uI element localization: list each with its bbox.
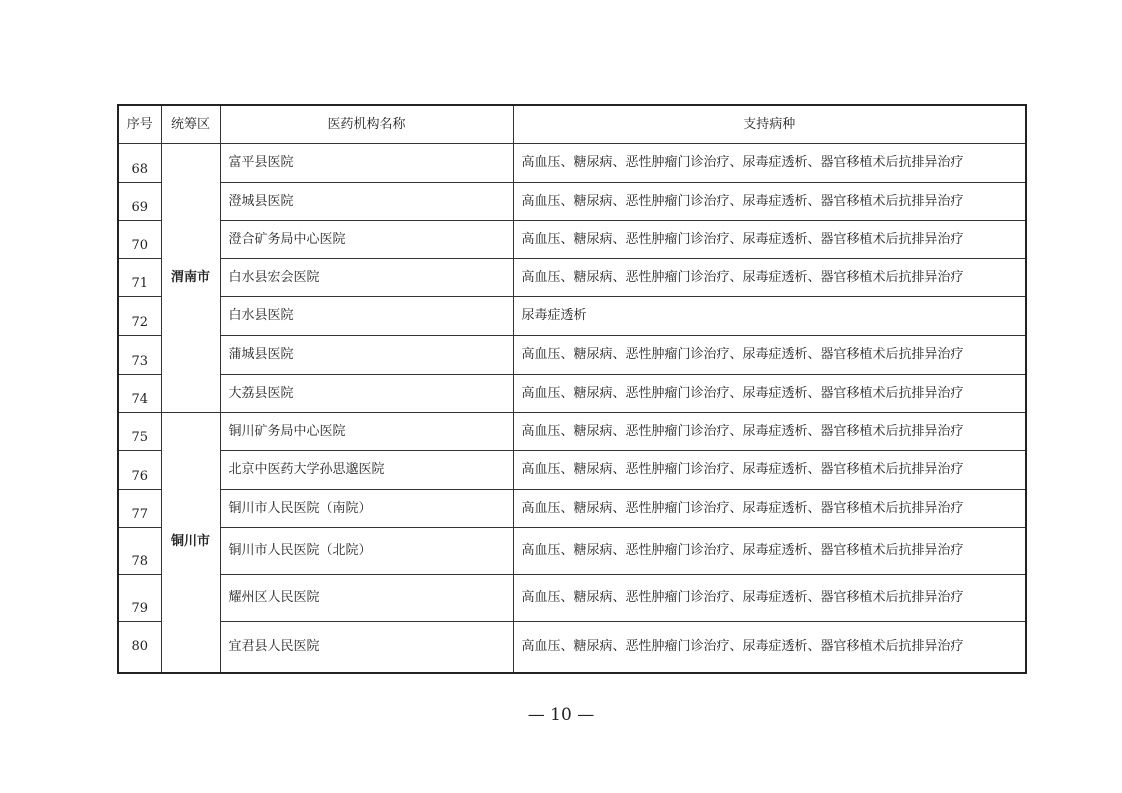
disease-list: 高血压、糖尿病、恶性肿瘤门诊治疗、尿毒症透析、器官移植术后抗排异治疗 — [513, 490, 1026, 528]
table-row — [118, 336, 1026, 375]
disease-list: 高血压、糖尿病、恶性肿瘤门诊治疗、尿毒症透析、器官移植术后抗排异治疗 — [513, 413, 1026, 451]
institution-name: 铜川市人民医院（北院） — [220, 528, 513, 575]
row-seq: 72 — [118, 297, 161, 336]
table-row — [118, 622, 1026, 673]
page-number: — 10 — — [527, 705, 595, 725]
disease-list: 高血压、糖尿病、恶性肿瘤门诊治疗、尿毒症透析、器官移植术后抗排异治疗 — [513, 575, 1026, 622]
institution-name: 富平县医院 — [220, 144, 513, 183]
row-seq: 68 — [118, 144, 161, 183]
header-institution: 医药机构名称 — [220, 105, 513, 144]
table-row — [118, 528, 1026, 575]
table-row — [118, 490, 1026, 528]
institution-name: 宜君县人民医院 — [220, 622, 513, 673]
disease-list: 高血压、糖尿病、恶性肿瘤门诊治疗、尿毒症透析、器官移植术后抗排异治疗 — [513, 144, 1026, 183]
disease-list: 高血压、糖尿病、恶性肿瘤门诊治疗、尿毒症透析、器官移植术后抗排异治疗 — [513, 375, 1026, 413]
table-row — [118, 221, 1026, 259]
institution-name: 耀州区人民医院 — [220, 575, 513, 622]
table-row — [118, 183, 1026, 221]
table-row — [118, 144, 1026, 183]
institution-name: 大荔县医院 — [220, 375, 513, 413]
table-row — [118, 259, 1026, 297]
row-seq: 69 — [118, 183, 161, 221]
disease-list: 尿毒症透析 — [513, 297, 1026, 336]
table-row — [118, 575, 1026, 622]
row-seq: 71 — [118, 259, 161, 297]
institution-name: 澄城县医院 — [220, 183, 513, 221]
row-seq: 79 — [118, 575, 161, 622]
header-diseases: 支持病种 — [513, 105, 1026, 144]
region-cell: 铜川市 — [161, 413, 220, 673]
table-row — [118, 297, 1026, 336]
institution-name: 白水县宏会医院 — [220, 259, 513, 297]
table-row — [118, 451, 1026, 490]
row-seq: 74 — [118, 375, 161, 413]
disease-list: 高血压、糖尿病、恶性肿瘤门诊治疗、尿毒症透析、器官移植术后抗排异治疗 — [513, 336, 1026, 375]
table-row — [118, 375, 1026, 413]
institution-name: 铜川矿务局中心医院 — [220, 413, 513, 451]
disease-list: 高血压、糖尿病、恶性肿瘤门诊治疗、尿毒症透析、器官移植术后抗排异治疗 — [513, 221, 1026, 259]
disease-list: 高血压、糖尿病、恶性肿瘤门诊治疗、尿毒症透析、器官移植术后抗排异治疗 — [513, 622, 1026, 673]
disease-list: 高血压、糖尿病、恶性肿瘤门诊治疗、尿毒症透析、器官移植术后抗排异治疗 — [513, 183, 1026, 221]
table-row — [118, 413, 1026, 451]
row-seq: 77 — [118, 490, 161, 528]
institution-name: 澄合矿务局中心医院 — [220, 221, 513, 259]
disease-list: 高血压、糖尿病、恶性肿瘤门诊治疗、尿毒症透析、器官移植术后抗排异治疗 — [513, 259, 1026, 297]
header-region: 统筹区 — [161, 105, 220, 144]
row-seq: 76 — [118, 451, 161, 490]
row-seq: 70 — [118, 221, 161, 259]
institution-table — [117, 104, 1027, 674]
region-cell: 渭南市 — [161, 144, 220, 413]
institution-name: 白水县医院 — [220, 297, 513, 336]
disease-list: 高血压、糖尿病、恶性肿瘤门诊治疗、尿毒症透析、器官移植术后抗排异治疗 — [513, 451, 1026, 490]
institution-name: 蒲城县医院 — [220, 336, 513, 375]
row-seq: 75 — [118, 413, 161, 451]
table-header-row — [118, 105, 1026, 144]
row-seq: 73 — [118, 336, 161, 375]
institution-name: 北京中医药大学孙思邈医院 — [220, 451, 513, 490]
row-seq: 80 — [118, 622, 161, 673]
disease-list: 高血压、糖尿病、恶性肿瘤门诊治疗、尿毒症透析、器官移植术后抗排异治疗 — [513, 528, 1026, 575]
institution-name: 铜川市人民医院（南院） — [220, 490, 513, 528]
header-seq: 序号 — [118, 105, 161, 144]
row-seq: 78 — [118, 528, 161, 575]
